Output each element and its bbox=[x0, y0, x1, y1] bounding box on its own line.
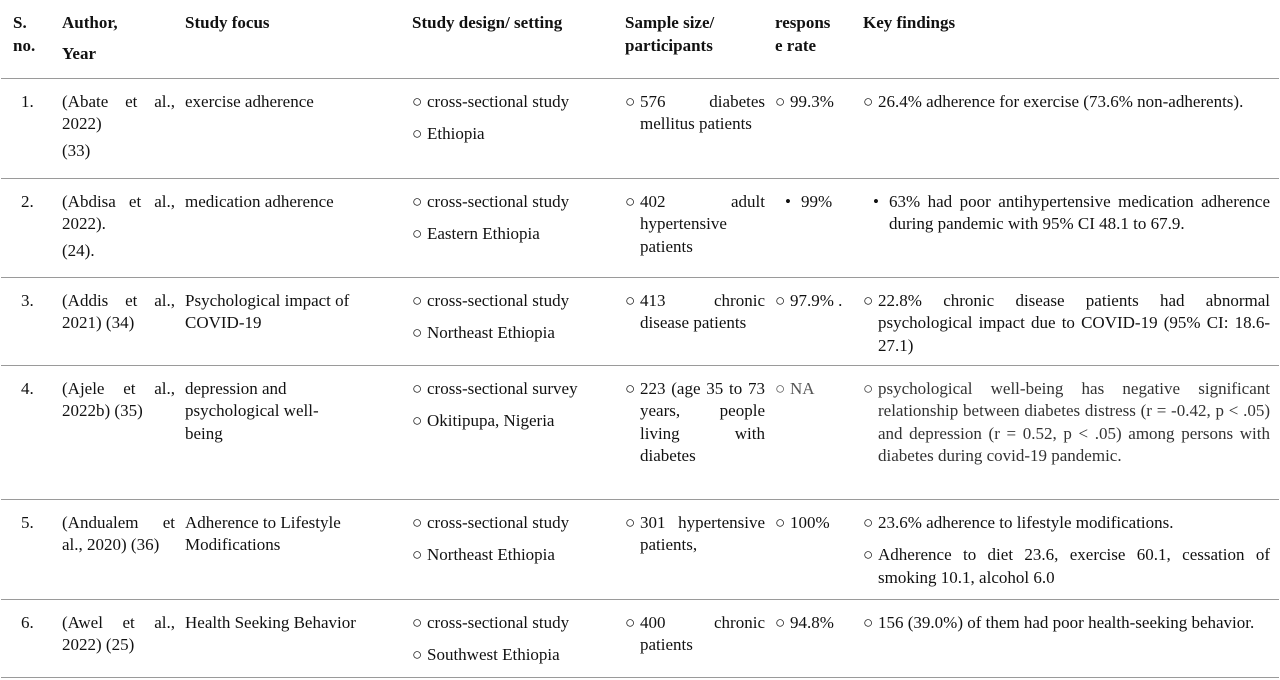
table-row bbox=[1, 178, 1279, 277]
cell-author: (Abate et al., 2022) (33) bbox=[62, 91, 175, 160]
cell-sample-size: ○ 402 adult hypertensive patients bbox=[625, 191, 765, 256]
cell-sample-size: ○ 413 chronic disease patients bbox=[625, 290, 765, 332]
table-header-row bbox=[1, 0, 1279, 78]
circle-bullet-icon: ○ bbox=[412, 191, 423, 211]
cell-sno: 4. bbox=[21, 378, 34, 398]
cell-study-design: ○ cross-sectional survey ○ Okitipupa, Nigeria bbox=[412, 365, 625, 499]
table-row bbox=[1, 277, 1279, 365]
cell-study-focus: exercise adherence bbox=[185, 91, 314, 111]
table-row bbox=[1, 499, 1279, 599]
circle-bullet-icon: ○ bbox=[775, 91, 786, 111]
cell-author: (Addis et al., 2021) (34) bbox=[62, 290, 175, 332]
cell-study-design: ○ cross-sectional study ○ Ethiopia bbox=[412, 78, 625, 178]
header-key-findings: Key findings bbox=[863, 13, 956, 32]
header-author: Author, Year bbox=[62, 13, 118, 63]
cell-author: (Abdisa et al., 2022). (24). bbox=[62, 191, 175, 260]
cell-study-design: ○ cross-sectional study ○ Northeast Ethiopia bbox=[412, 277, 625, 365]
circle-bullet-icon: ○ bbox=[625, 91, 636, 111]
circle-bullet-icon: ○ bbox=[863, 290, 874, 310]
header-sno: S. no. bbox=[13, 13, 36, 55]
circle-bullet-icon: ○ bbox=[775, 512, 786, 532]
cell-key-findings: ○ 26.4% adherence for exercise (73.6% non-adherents). bbox=[863, 78, 1279, 178]
table-row bbox=[1, 599, 1279, 677]
cell-key-findings: ○ 22.8% chronic disease patients had abnormal psychological impact due to COVID-19 (95% CI: 18.6-27.1) bbox=[863, 290, 1270, 355]
cell-author: (Andualem et al., 2020) (36) bbox=[62, 512, 175, 554]
cell-key-findings: • 63% had poor antihypertensive medication adherence during pandemic with 95% CI 48.1 to 67.9. bbox=[863, 178, 1279, 277]
circle-bullet-icon: ○ bbox=[412, 124, 423, 143]
circle-bullet-icon: ○ bbox=[412, 224, 423, 243]
studies-table bbox=[1, 0, 1279, 678]
circle-bullet-icon: ○ bbox=[775, 290, 786, 310]
cell-sno: 3. bbox=[21, 290, 34, 310]
cell-sample-size: ○ 400 chronic patients bbox=[625, 612, 765, 654]
cell-study-focus: Adherence to Lifestyle Modifications bbox=[185, 512, 341, 554]
cell-author: (Awel et al., 2022) (25) bbox=[62, 612, 175, 654]
cell-sample-size: ○ 223 (age 35 to 73 years, people living with diabetes bbox=[625, 378, 765, 465]
cell-response-rate: • 99% bbox=[775, 178, 863, 277]
circle-bullet-icon: ○ bbox=[863, 378, 874, 398]
cell-sample-size: ○ 576 diabetes mellitus patients bbox=[625, 91, 765, 133]
circle-bullet-icon: ○ bbox=[863, 512, 874, 532]
cell-sno: 2. bbox=[21, 191, 34, 211]
cell-study-design: ○ cross-sectional study ○ Northeast Ethiopia bbox=[412, 499, 625, 599]
cell-study-focus: Psychological impact of COVID-19 bbox=[185, 290, 350, 332]
circle-bullet-icon: ○ bbox=[775, 378, 786, 398]
circle-bullet-icon: ○ bbox=[863, 612, 874, 632]
circle-bullet-icon: ○ bbox=[625, 512, 636, 532]
header-study-focus: Study focus bbox=[185, 13, 270, 32]
header-response-rate: respons e rate bbox=[775, 13, 831, 55]
circle-bullet-icon: ○ bbox=[412, 411, 423, 430]
circle-bullet-icon: ○ bbox=[625, 290, 636, 310]
cell-response-rate: ○ 100% bbox=[775, 499, 863, 599]
cell-sample-size: ○ 301 hypertensive patients, bbox=[625, 512, 765, 554]
circle-bullet-icon: ○ bbox=[625, 191, 636, 211]
cell-key-findings: ○ psychological well-being has negative significant relationship between diabetes distress (r = -0.42, p < .05) and depression (r = 0.52, p < .05) among persons with diabetes during covid-19 pandemic. bbox=[863, 378, 1270, 465]
cell-sno: 5. bbox=[21, 512, 34, 532]
circle-bullet-icon: ○ bbox=[412, 378, 423, 398]
cell-response-rate: ○ 99.3% bbox=[775, 78, 863, 178]
table-row bbox=[1, 78, 1279, 178]
disc-bullet-icon: • bbox=[873, 191, 879, 211]
circle-bullet-icon: ○ bbox=[412, 323, 423, 342]
circle-bullet-icon: ○ bbox=[412, 290, 423, 310]
circle-bullet-icon: ○ bbox=[625, 378, 636, 398]
circle-bullet-icon: ○ bbox=[863, 545, 874, 564]
circle-bullet-icon: ○ bbox=[412, 512, 423, 532]
circle-bullet-icon: ○ bbox=[412, 645, 423, 664]
cell-sno: 6. bbox=[21, 612, 34, 632]
cell-author: (Ajele et al., 2022b) (35) bbox=[62, 378, 175, 420]
table-row bbox=[1, 365, 1279, 499]
cell-study-design: ○ cross-sectional study ○ Eastern Ethiopia bbox=[412, 178, 625, 277]
disc-bullet-icon: • bbox=[785, 191, 791, 211]
circle-bullet-icon: ○ bbox=[412, 91, 423, 111]
cell-response-rate: ○ 94.8% bbox=[775, 599, 863, 677]
circle-bullet-icon: ○ bbox=[863, 91, 874, 111]
header-study-design: Study design/ setting bbox=[412, 13, 563, 32]
header-sample-size: Sample size/ participants bbox=[625, 13, 715, 55]
cell-sno: 1. bbox=[21, 91, 34, 111]
cell-study-focus: medication adherence bbox=[185, 191, 334, 211]
cell-study-focus: depression and psychological well-being bbox=[185, 378, 319, 443]
circle-bullet-icon: ○ bbox=[412, 612, 423, 632]
cell-response-rate: ○ NA bbox=[775, 365, 863, 499]
circle-bullet-icon: ○ bbox=[775, 612, 786, 632]
circle-bullet-icon: ○ bbox=[625, 612, 636, 632]
circle-bullet-icon: ○ bbox=[412, 545, 423, 564]
cell-study-design: ○ cross-sectional study ○ Southwest Ethiopia bbox=[412, 599, 625, 677]
cell-response-rate: ○ 97.9% . bbox=[775, 277, 863, 365]
cell-study-focus: Health Seeking Behavior bbox=[185, 612, 356, 632]
cell-key-findings: ○ 156 (39.0%) of them had poor health-seeking behavior. bbox=[863, 599, 1279, 677]
cell-key-findings: ○ 23.6% adherence to lifestyle modifications. ○ Adherence to diet 23.6, exercise 60.1, cessation of smoking 10.1, alcohol 6.0 bbox=[863, 512, 1270, 587]
